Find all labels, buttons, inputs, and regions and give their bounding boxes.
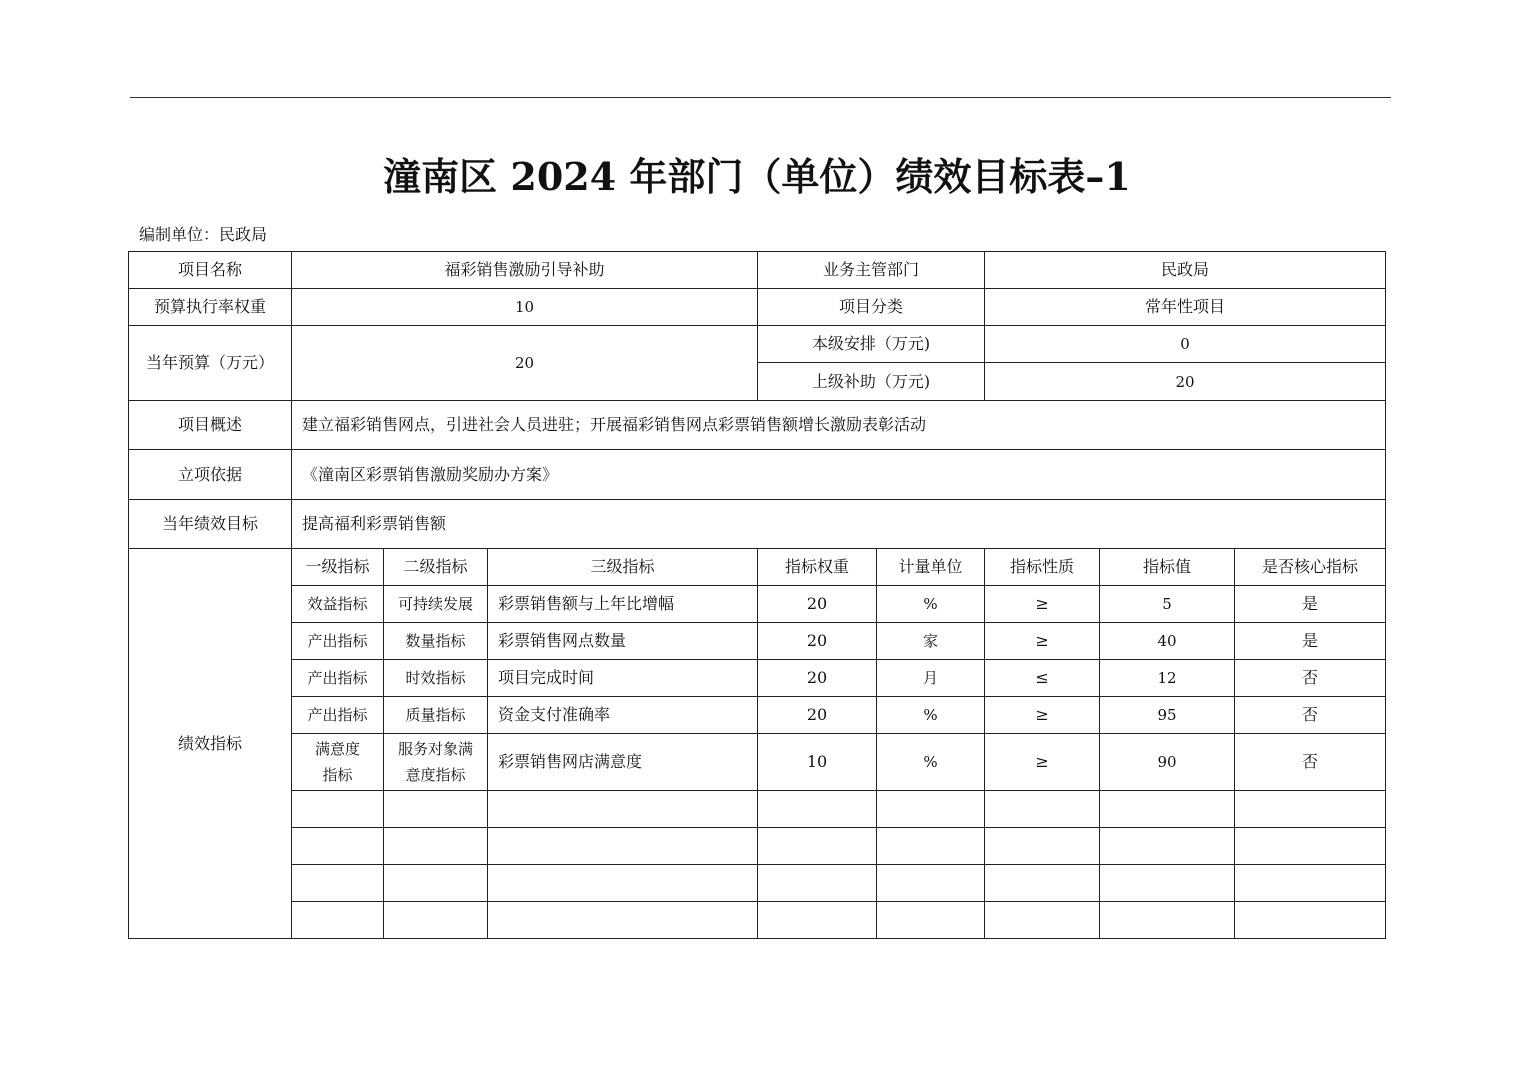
header-level3: 三级指标	[488, 549, 758, 586]
budget-label: 当年预算（万元）	[129, 326, 292, 401]
indicator-core: 是	[1235, 586, 1386, 623]
empty-cell	[1235, 902, 1386, 939]
local-funding-label: 本级安排（万元)	[758, 326, 985, 363]
empty-cell	[758, 791, 877, 828]
indicator-level3: 彩票销售网点数量	[488, 623, 758, 660]
empty-cell	[1235, 828, 1386, 865]
empty-cell	[985, 902, 1100, 939]
empty-cell	[292, 791, 384, 828]
indicator-unit: %	[877, 734, 985, 791]
dept-value: 民政局	[985, 252, 1386, 289]
weight-label: 预算执行率权重	[129, 289, 292, 326]
basis-label: 立项依据	[129, 450, 292, 500]
indicator-nature: ≥	[985, 586, 1100, 623]
empty-cell	[758, 902, 877, 939]
empty-row	[129, 902, 1386, 939]
compiling-unit: 编制单位：民政局	[139, 225, 268, 244]
empty-cell	[384, 865, 488, 902]
indicator-level1: 效益指标	[292, 586, 384, 623]
indicator-nature: ≤	[985, 660, 1100, 697]
goal-row	[129, 500, 1386, 549]
category-label: 项目分类	[758, 289, 985, 326]
indicator-value: 90	[1100, 734, 1235, 791]
overview-label: 项目概述	[129, 401, 292, 450]
indicator-nature: ≥	[985, 623, 1100, 660]
empty-cell	[877, 828, 985, 865]
page-title: 潼南区 2024 年部门（单位）绩效目标表–1	[383, 154, 1131, 199]
goal-value: 提高福利彩票销售额	[292, 500, 1386, 549]
header-weight: 指标权重	[758, 549, 877, 586]
indicator-level3: 项目完成时间	[488, 660, 758, 697]
indicator-unit: 家	[877, 623, 985, 660]
empty-cell	[384, 828, 488, 865]
local-funding-value: 0	[985, 326, 1386, 363]
header-value: 指标值	[1100, 549, 1235, 586]
empty-cell	[1235, 791, 1386, 828]
category-value: 常年性项目	[985, 289, 1386, 326]
empty-row	[129, 828, 1386, 865]
indicator-value: 95	[1100, 697, 1235, 734]
project-name-value: 福彩销售激励引导补助	[292, 252, 758, 289]
indicator-unit: %	[877, 697, 985, 734]
empty-cell	[985, 828, 1100, 865]
indicator-weight: 20	[758, 697, 877, 734]
indicator-level1: 产出指标	[292, 697, 384, 734]
indicator-header-row	[129, 549, 1386, 586]
indicator-level2: 时效指标	[384, 660, 488, 697]
indicator-weight: 20	[758, 586, 877, 623]
indicators-label: 绩效指标	[129, 549, 292, 939]
project-name-row	[129, 252, 1386, 289]
basis-row	[129, 450, 1386, 500]
weight-value: 10	[292, 289, 758, 326]
header-nature: 指标性质	[985, 549, 1100, 586]
header-unit: 计量单位	[877, 549, 985, 586]
budget-value: 20	[292, 326, 758, 401]
goal-label: 当年绩效目标	[129, 500, 292, 549]
empty-cell	[985, 791, 1100, 828]
header-level1: 一级指标	[292, 549, 384, 586]
basis-value: 《潼南区彩票销售激励奖励办方案》	[292, 450, 1386, 500]
indicator-nature: ≥	[985, 697, 1100, 734]
overview-value: 建立福彩销售网点，引进社会人员进驻；开展福彩销售网点彩票销售额增长激励表彰活动	[292, 401, 1386, 450]
indicator-level1: 产出指标	[292, 660, 384, 697]
indicator-level3: 彩票销售额与上年比增幅	[488, 586, 758, 623]
indicator-level2: 质量指标	[384, 697, 488, 734]
header-core: 是否核心指标	[1235, 549, 1386, 586]
empty-row	[129, 791, 1386, 828]
empty-cell	[488, 902, 758, 939]
weight-row	[129, 289, 1386, 326]
upper-funding-label: 上级补助（万元)	[758, 363, 985, 401]
overview-row	[129, 401, 1386, 450]
empty-cell	[1100, 902, 1235, 939]
indicator-unit: 月	[877, 660, 985, 697]
indicator-row	[129, 734, 1386, 791]
budget-row	[129, 326, 1386, 363]
empty-cell	[877, 902, 985, 939]
project-name-label: 项目名称	[129, 252, 292, 289]
empty-cell	[292, 865, 384, 902]
empty-cell	[758, 865, 877, 902]
empty-cell	[384, 791, 488, 828]
empty-cell	[985, 865, 1100, 902]
performance-target-table	[128, 251, 1386, 939]
indicator-level3: 彩票销售网店满意度	[488, 734, 758, 791]
empty-cell	[1100, 791, 1235, 828]
indicator-value: 40	[1100, 623, 1235, 660]
empty-cell	[877, 865, 985, 902]
indicator-level3: 资金支付准确率	[488, 697, 758, 734]
indicator-level2: 可持续发展	[384, 586, 488, 623]
indicator-unit: %	[877, 586, 985, 623]
empty-cell	[384, 902, 488, 939]
upper-funding-value: 20	[985, 363, 1386, 401]
empty-row	[129, 865, 1386, 902]
indicator-row	[129, 586, 1386, 623]
indicator-level1: 满意度 指标	[292, 734, 384, 791]
indicator-core: 否	[1235, 734, 1386, 791]
header-level2: 二级指标	[384, 549, 488, 586]
empty-cell	[292, 902, 384, 939]
indicator-row	[129, 660, 1386, 697]
empty-cell	[488, 791, 758, 828]
indicator-row	[129, 697, 1386, 734]
indicator-value: 12	[1100, 660, 1235, 697]
indicator-weight: 20	[758, 660, 877, 697]
indicator-core: 否	[1235, 660, 1386, 697]
indicator-weight: 20	[758, 623, 877, 660]
indicator-level1: 产出指标	[292, 623, 384, 660]
dept-label: 业务主管部门	[758, 252, 985, 289]
empty-cell	[758, 828, 877, 865]
indicator-level2: 服务对象满 意度指标	[384, 734, 488, 791]
indicator-row	[129, 623, 1386, 660]
empty-cell	[292, 828, 384, 865]
indicator-value: 5	[1100, 586, 1235, 623]
empty-cell	[488, 828, 758, 865]
empty-cell	[1100, 865, 1235, 902]
indicator-core: 是	[1235, 623, 1386, 660]
empty-cell	[488, 865, 758, 902]
indicator-weight: 10	[758, 734, 877, 791]
empty-cell	[1100, 828, 1235, 865]
indicator-level2: 数量指标	[384, 623, 488, 660]
indicator-nature: ≥	[985, 734, 1100, 791]
header-rule	[130, 97, 1391, 98]
empty-cell	[877, 791, 985, 828]
indicator-core: 否	[1235, 697, 1386, 734]
empty-cell	[1235, 865, 1386, 902]
